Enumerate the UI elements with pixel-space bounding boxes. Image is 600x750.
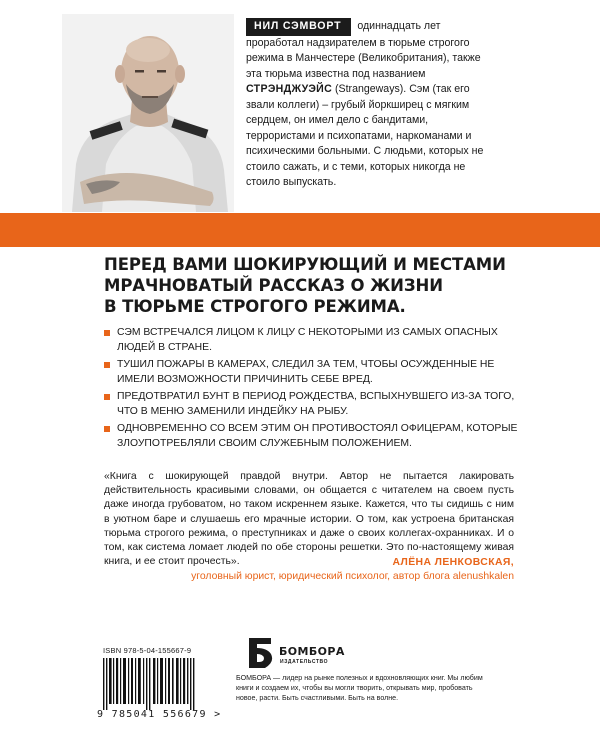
reviewer-credit <box>104 556 514 584</box>
prison-name: СТРЭНДЖУЭЙС <box>246 83 333 95</box>
bullet-text: ТУШИЛ ПОЖАРЫ В КАМЕРАХ, СЛЕДИЛ ЗА ТЕМ, ЧТОБЫ ОСУЖДЕННЫЕ НЕ ИМЕЛИ ВОЗМОЖНОСТИ ПРИЧИНИТЬ СЕБЕ ВРЕД. <box>117 359 495 385</box>
reviewer-name: АЛЁНА ЛЕНКОВСКАЯ, <box>392 557 514 568</box>
headline-line-3: В ТЮРЬМЕ СТРОГОГО РЕЖИМА. <box>104 297 406 316</box>
author-photo <box>62 14 234 212</box>
bullet-list <box>104 326 524 454</box>
list-item <box>104 422 524 451</box>
headline <box>104 254 524 317</box>
bullet-text: ОДНОВРЕМЕННО СО ВСЕМ ЭТИМ ОН ПРОТИВОСТОЯЛ ОФИЦЕРАМ, КОТОРЫЕ ЗЛОУПОТРЕБЛЯЛИ СВОИМ СЛУЖЕБНЫМ ПОЛОЖЕНИЕМ. <box>117 423 518 449</box>
headline-line-2: МРАЧНОВАТЫЙ РАССКАЗ О ЖИЗНИ <box>104 276 443 295</box>
list-item <box>104 358 524 387</box>
publisher-description: БОМБОРА — лидер на рынке полезных и вдохновляющих книг. Мы любим книги и создаем их, чтобы вы могли творить, открывать мир, пробовать новое, расти. Быть счастливыми. Быть на волне. <box>236 674 483 703</box>
barcode-digits: 9 785041 556679 > <box>97 709 222 720</box>
headline-line-1: ПЕРЕД ВАМИ ШОКИРУЮЩИЙ И МЕСТАМИ <box>104 255 506 274</box>
author-name: НИЛ СЭМВОРТ <box>246 18 351 36</box>
list-item <box>104 390 524 419</box>
author-bio <box>246 18 498 191</box>
bullet-square-icon <box>104 394 110 400</box>
bombora-wave-icon <box>245 636 275 670</box>
isbn-text: ISBN 978-5-04-155667-9 <box>103 646 192 655</box>
bullet-square-icon <box>104 330 110 336</box>
bullet-square-icon <box>104 426 110 432</box>
bullet-square-icon <box>104 362 110 368</box>
accent-band <box>0 213 600 247</box>
publisher-logo <box>245 636 365 670</box>
logo-name: БОМБОРА <box>279 645 345 658</box>
author-bio-part1: одиннадцать лет проработал надзирателем в тюрьме строгого режима в Манчестере (Великобритания), также эта тюрьма известна под названием <box>246 20 481 80</box>
logo-subtitle: ИЗДАТЕЛЬСТВО <box>280 659 329 665</box>
author-bio-part2: (Strangeways). Сэм (так его звали коллеги) – грубый йоркширец с мягким сердцем, он имел дело с бандитами, террористами и психопатами, наркоманами и психическими больными. С людьми, которых не стоило сажать, и с теми, которых никогда не стоило выпускать. <box>246 83 484 188</box>
reviewer-role: уголовный юрист, юридический психолог, автор блога alenushkalen <box>191 571 514 583</box>
bullet-text: ПРЕДОТВРАТИЛ БУНТ В ПЕРИОД РОЖДЕСТВА, ВСПЫХНУВШЕГО ИЗ-ЗА ТОГО, ЧТО В МЕНЮ ЗАМЕНИЛИ ИНДЕЙКУ НА РЫБУ. <box>117 391 515 417</box>
list-item <box>104 326 524 355</box>
barcode-icon <box>101 658 203 710</box>
bullet-text: СЭМ ВСТРЕЧАЛСЯ ЛИЦОМ К ЛИЦУ С НЕКОТОРЫМИ ИЗ САМЫХ ОПАСНЫХ ЛЮДЕЙ В СТРАНЕ. <box>117 327 498 353</box>
review-quote: «Книга с шокирующей правдой внутри. Автор не пытается лакировать действительность красивыми словами, он общается с читателем на своем пусть даже иногда грубоватом, но таком искреннем языке. Кажется, что ты сидишь с ним в уютном баре и слушаешь его мрачные истории. О том, как устроена британская тюрьма строгого режима, о преступниках и даже о своих коллегах-охранниках. И о том, как система ломает людей по обе стороны решетки. Это по-настоящему живая книга, и ее стоит прочесть». <box>104 471 514 568</box>
